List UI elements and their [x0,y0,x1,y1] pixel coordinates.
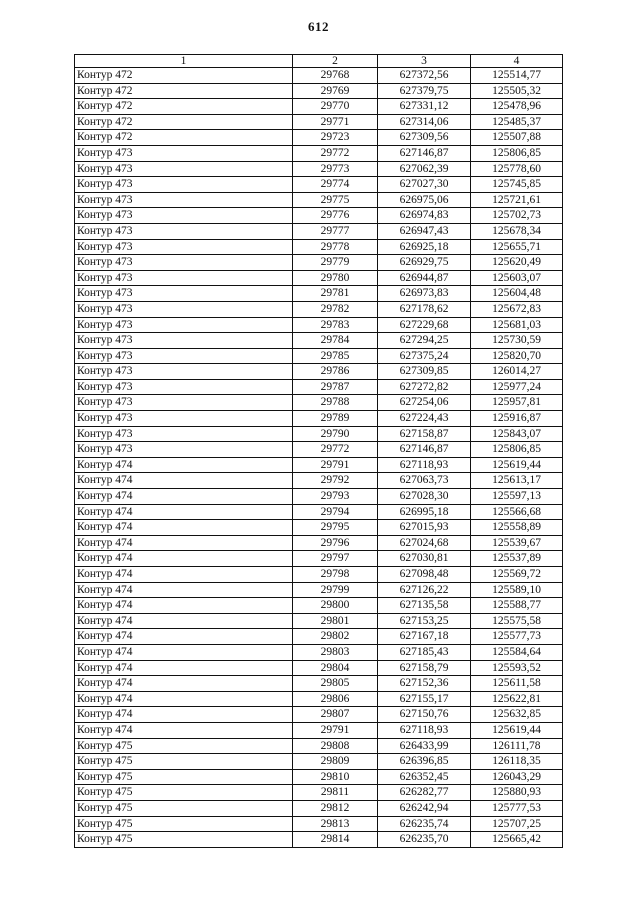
y-coordinate-cell: 126043,29 [471,769,563,785]
x-coordinate-cell: 627152,36 [378,676,471,692]
contour-name-cell: Контур 474 [75,535,293,551]
x-coordinate-cell: 626352,45 [378,769,471,785]
table-row [75,68,563,84]
table-row [75,567,563,583]
x-coordinate-cell: 627028,30 [378,489,471,505]
y-coordinate-cell: 125558,89 [471,520,563,536]
y-coordinate-cell: 125665,42 [471,832,563,848]
contour-name-cell: Контур 473 [75,223,293,239]
x-coordinate-cell: 627309,56 [378,130,471,146]
y-coordinate-cell: 125619,44 [471,722,563,738]
table-row [75,145,563,161]
x-coordinate-cell: 626235,74 [378,816,471,832]
x-coordinate-cell: 627150,76 [378,707,471,723]
y-coordinate-cell: 125514,77 [471,68,563,84]
table-row [75,223,563,239]
table-row [75,192,563,208]
y-coordinate-cell: 126111,78 [471,738,563,754]
point-number-cell: 29773 [293,161,378,177]
y-coordinate-cell: 125681,03 [471,317,563,333]
contour-name-cell: Контур 474 [75,629,293,645]
table-row [75,348,563,364]
y-coordinate-cell: 125672,83 [471,301,563,317]
point-number-cell: 29800 [293,598,378,614]
table-row [75,754,563,770]
point-number-cell: 29813 [293,816,378,832]
point-number-cell: 29814 [293,832,378,848]
x-coordinate-cell: 627118,93 [378,457,471,473]
y-coordinate-cell: 125820,70 [471,348,563,364]
contour-name-cell: Контур 474 [75,489,293,505]
table-header [75,55,563,68]
x-coordinate-cell: 627135,58 [378,598,471,614]
point-number-cell: 29790 [293,426,378,442]
x-coordinate-cell: 627098,48 [378,567,471,583]
point-number-cell: 29801 [293,613,378,629]
y-coordinate-cell: 125655,71 [471,239,563,255]
y-coordinate-cell: 125678,34 [471,223,563,239]
x-coordinate-cell: 627155,17 [378,691,471,707]
y-coordinate-cell: 125721,61 [471,192,563,208]
x-coordinate-cell: 627015,93 [378,520,471,536]
table-row [75,239,563,255]
x-coordinate-cell: 626242,94 [378,800,471,816]
contour-name-cell: Контур 473 [75,317,293,333]
y-coordinate-cell: 125597,13 [471,489,563,505]
contour-name-cell: Контур 473 [75,379,293,395]
table-row [75,177,563,193]
point-number-cell: 29812 [293,800,378,816]
contour-name-cell: Контур 473 [75,395,293,411]
point-number-cell: 29772 [293,145,378,161]
contour-name-cell: Контур 473 [75,411,293,427]
contour-name-cell: Контур 474 [75,598,293,614]
x-coordinate-cell: 627272,82 [378,379,471,395]
point-number-cell: 29796 [293,535,378,551]
x-coordinate-cell: 627158,87 [378,426,471,442]
table-row [75,489,563,505]
point-number-cell: 29782 [293,301,378,317]
point-number-cell: 29789 [293,411,378,427]
table-row [75,613,563,629]
table-row [75,816,563,832]
table-row [75,676,563,692]
table-row [75,255,563,271]
point-number-cell: 29783 [293,317,378,333]
y-coordinate-cell: 125611,58 [471,676,563,692]
point-number-cell: 29791 [293,457,378,473]
point-number-cell: 29778 [293,239,378,255]
x-coordinate-cell: 626975,06 [378,192,471,208]
point-number-cell: 29807 [293,707,378,723]
table-row [75,535,563,551]
point-number-cell: 29806 [293,691,378,707]
y-coordinate-cell: 125619,44 [471,457,563,473]
contour-name-cell: Контур 474 [75,707,293,723]
table-row [75,785,563,801]
x-coordinate-cell: 627314,06 [378,114,471,130]
table-row [75,707,563,723]
contour-name-cell: Контур 474 [75,520,293,536]
point-number-cell: 29793 [293,489,378,505]
x-coordinate-cell: 627331,12 [378,99,471,115]
x-coordinate-cell: 627185,43 [378,644,471,660]
x-coordinate-cell: 627375,24 [378,348,471,364]
point-number-cell: 29811 [293,785,378,801]
y-coordinate-cell: 125566,68 [471,504,563,520]
point-number-cell: 29779 [293,255,378,271]
table-row [75,395,563,411]
column-header: 4 [471,55,563,68]
point-number-cell: 29786 [293,364,378,380]
contour-name-cell: Контур 474 [75,644,293,660]
x-coordinate-cell: 627030,81 [378,551,471,567]
y-coordinate-cell: 125745,85 [471,177,563,193]
y-coordinate-cell: 125505,32 [471,83,563,99]
y-coordinate-cell: 125806,85 [471,442,563,458]
x-coordinate-cell: 627146,87 [378,145,471,161]
point-number-cell: 29792 [293,473,378,489]
table-row [75,520,563,536]
x-coordinate-cell: 627309,85 [378,364,471,380]
x-coordinate-cell: 627118,93 [378,722,471,738]
point-number-cell: 29797 [293,551,378,567]
y-coordinate-cell: 125778,60 [471,161,563,177]
x-coordinate-cell: 627379,75 [378,83,471,99]
point-number-cell: 29785 [293,348,378,364]
point-number-cell: 29769 [293,83,378,99]
y-coordinate-cell: 125613,17 [471,473,563,489]
y-coordinate-cell: 125843,07 [471,426,563,442]
point-number-cell: 29810 [293,769,378,785]
y-coordinate-cell: 125584,64 [471,644,563,660]
point-number-cell: 29772 [293,442,378,458]
contour-name-cell: Контур 475 [75,816,293,832]
contour-name-cell: Контур 472 [75,68,293,84]
point-number-cell: 29784 [293,333,378,349]
contour-name-cell: Контур 474 [75,551,293,567]
x-coordinate-cell: 627178,62 [378,301,471,317]
y-coordinate-cell: 125632,85 [471,707,563,723]
point-number-cell: 29771 [293,114,378,130]
table-row [75,800,563,816]
table-row [75,411,563,427]
point-number-cell: 29776 [293,208,378,224]
page-number: 612 [308,19,329,34]
y-coordinate-cell: 125507,88 [471,130,563,146]
table-row [75,582,563,598]
y-coordinate-cell: 125620,49 [471,255,563,271]
contour-name-cell: Контур 473 [75,364,293,380]
point-number-cell: 29805 [293,676,378,692]
y-coordinate-cell: 125539,67 [471,535,563,551]
table-row [75,83,563,99]
contour-name-cell: Контур 473 [75,442,293,458]
column-header: 3 [378,55,471,68]
point-number-cell: 29795 [293,520,378,536]
table-row [75,832,563,848]
y-coordinate-cell: 125880,93 [471,785,563,801]
table-row [75,333,563,349]
y-coordinate-cell: 125577,73 [471,629,563,645]
point-number-cell: 29774 [293,177,378,193]
x-coordinate-cell: 627062,39 [378,161,471,177]
contour-name-cell: Контур 475 [75,832,293,848]
table-row [75,364,563,380]
x-coordinate-cell: 627146,87 [378,442,471,458]
contour-name-cell: Контур 473 [75,348,293,364]
x-coordinate-cell: 626973,83 [378,286,471,302]
table-row [75,629,563,645]
x-coordinate-cell: 627024,68 [378,535,471,551]
contour-name-cell: Контур 474 [75,691,293,707]
x-coordinate-cell: 626995,18 [378,504,471,520]
x-coordinate-cell: 626282,77 [378,785,471,801]
point-number-cell: 29723 [293,130,378,146]
table-row [75,301,563,317]
x-coordinate-cell: 626929,75 [378,255,471,271]
y-coordinate-cell: 125707,25 [471,816,563,832]
header-row [75,55,563,68]
y-coordinate-cell: 125806,85 [471,145,563,161]
x-coordinate-cell: 626974,83 [378,208,471,224]
contour-name-cell: Контур 473 [75,161,293,177]
x-coordinate-cell: 626925,18 [378,239,471,255]
contour-name-cell: Контур 473 [75,177,293,193]
contour-name-cell: Контур 473 [75,255,293,271]
table-row [75,504,563,520]
contour-name-cell: Контур 474 [75,722,293,738]
contour-name-cell: Контур 473 [75,270,293,286]
contour-name-cell: Контур 474 [75,613,293,629]
contour-name-cell: Контур 473 [75,426,293,442]
y-coordinate-cell: 125569,72 [471,567,563,583]
column-header: 2 [293,55,378,68]
contour-name-cell: Контур 472 [75,83,293,99]
point-number-cell: 29775 [293,192,378,208]
y-coordinate-cell: 125730,59 [471,333,563,349]
point-number-cell: 29768 [293,68,378,84]
point-number-cell: 29781 [293,286,378,302]
contour-name-cell: Контур 473 [75,192,293,208]
contour-name-cell: Контур 474 [75,582,293,598]
y-coordinate-cell: 125777,53 [471,800,563,816]
table-row [75,208,563,224]
x-coordinate-cell: 626433,99 [378,738,471,754]
point-number-cell: 29804 [293,660,378,676]
y-coordinate-cell: 126014,27 [471,364,563,380]
y-coordinate-cell: 125916,87 [471,411,563,427]
table-row [75,99,563,115]
point-number-cell: 29808 [293,738,378,754]
table-row [75,426,563,442]
coordinates-table [74,54,563,848]
x-coordinate-cell: 627372,56 [378,68,471,84]
table-row [75,660,563,676]
x-coordinate-cell: 627254,06 [378,395,471,411]
y-coordinate-cell: 125622,81 [471,691,563,707]
y-coordinate-cell: 126118,35 [471,754,563,770]
contour-name-cell: Контур 473 [75,145,293,161]
contour-name-cell: Контур 473 [75,301,293,317]
table-row [75,286,563,302]
contour-name-cell: Контур 472 [75,130,293,146]
x-coordinate-cell: 627153,25 [378,613,471,629]
contour-name-cell: Контур 475 [75,785,293,801]
point-number-cell: 29799 [293,582,378,598]
x-coordinate-cell: 627224,43 [378,411,471,427]
table-row [75,769,563,785]
contour-name-cell: Контур 475 [75,769,293,785]
x-coordinate-cell: 627167,18 [378,629,471,645]
y-coordinate-cell: 125593,52 [471,660,563,676]
y-coordinate-cell: 125588,77 [471,598,563,614]
table-row [75,270,563,286]
x-coordinate-cell: 627027,30 [378,177,471,193]
contour-name-cell: Контур 473 [75,286,293,302]
contour-name-cell: Контур 474 [75,676,293,692]
contour-name-cell: Контур 475 [75,754,293,770]
y-coordinate-cell: 125537,89 [471,551,563,567]
contour-name-cell: Контур 472 [75,99,293,115]
y-coordinate-cell: 125603,07 [471,270,563,286]
table-row [75,114,563,130]
y-coordinate-cell: 125957,81 [471,395,563,411]
x-coordinate-cell: 626944,87 [378,270,471,286]
table-row [75,161,563,177]
x-coordinate-cell: 626947,43 [378,223,471,239]
point-number-cell: 29802 [293,629,378,645]
point-number-cell: 29798 [293,567,378,583]
point-number-cell: 29777 [293,223,378,239]
table-row [75,722,563,738]
y-coordinate-cell: 125575,58 [471,613,563,629]
x-coordinate-cell: 627126,22 [378,582,471,598]
table-row [75,442,563,458]
table-row [75,644,563,660]
table-row [75,457,563,473]
contour-name-cell: Контур 474 [75,504,293,520]
contour-name-cell: Контур 473 [75,208,293,224]
point-number-cell: 29788 [293,395,378,411]
x-coordinate-cell: 626235,70 [378,832,471,848]
contour-name-cell: Контур 475 [75,738,293,754]
table-body [75,68,563,848]
contour-name-cell: Контур 475 [75,800,293,816]
x-coordinate-cell: 626396,85 [378,754,471,770]
y-coordinate-cell: 125702,73 [471,208,563,224]
table-row [75,598,563,614]
point-number-cell: 29787 [293,379,378,395]
table-row [75,691,563,707]
table-row [75,379,563,395]
point-number-cell: 29791 [293,722,378,738]
contour-name-cell: Контур 474 [75,473,293,489]
table-row [75,473,563,489]
column-header: 1 [75,55,293,68]
table-row [75,551,563,567]
contour-name-cell: Контур 474 [75,567,293,583]
contour-name-cell: Контур 474 [75,457,293,473]
contour-name-cell: Контур 472 [75,114,293,130]
table-row [75,130,563,146]
y-coordinate-cell: 125604,48 [471,286,563,302]
point-number-cell: 29770 [293,99,378,115]
point-number-cell: 29809 [293,754,378,770]
contour-name-cell: Контур 474 [75,660,293,676]
x-coordinate-cell: 627063,73 [378,473,471,489]
point-number-cell: 29803 [293,644,378,660]
y-coordinate-cell: 125589,10 [471,582,563,598]
y-coordinate-cell: 125485,37 [471,114,563,130]
x-coordinate-cell: 627158,79 [378,660,471,676]
table-row [75,738,563,754]
contour-name-cell: Контур 473 [75,333,293,349]
point-number-cell: 29794 [293,504,378,520]
point-number-cell: 29780 [293,270,378,286]
contour-name-cell: Контур 473 [75,239,293,255]
y-coordinate-cell: 125977,24 [471,379,563,395]
y-coordinate-cell: 125478,96 [471,99,563,115]
x-coordinate-cell: 627229,68 [378,317,471,333]
x-coordinate-cell: 627294,25 [378,333,471,349]
table-row [75,317,563,333]
